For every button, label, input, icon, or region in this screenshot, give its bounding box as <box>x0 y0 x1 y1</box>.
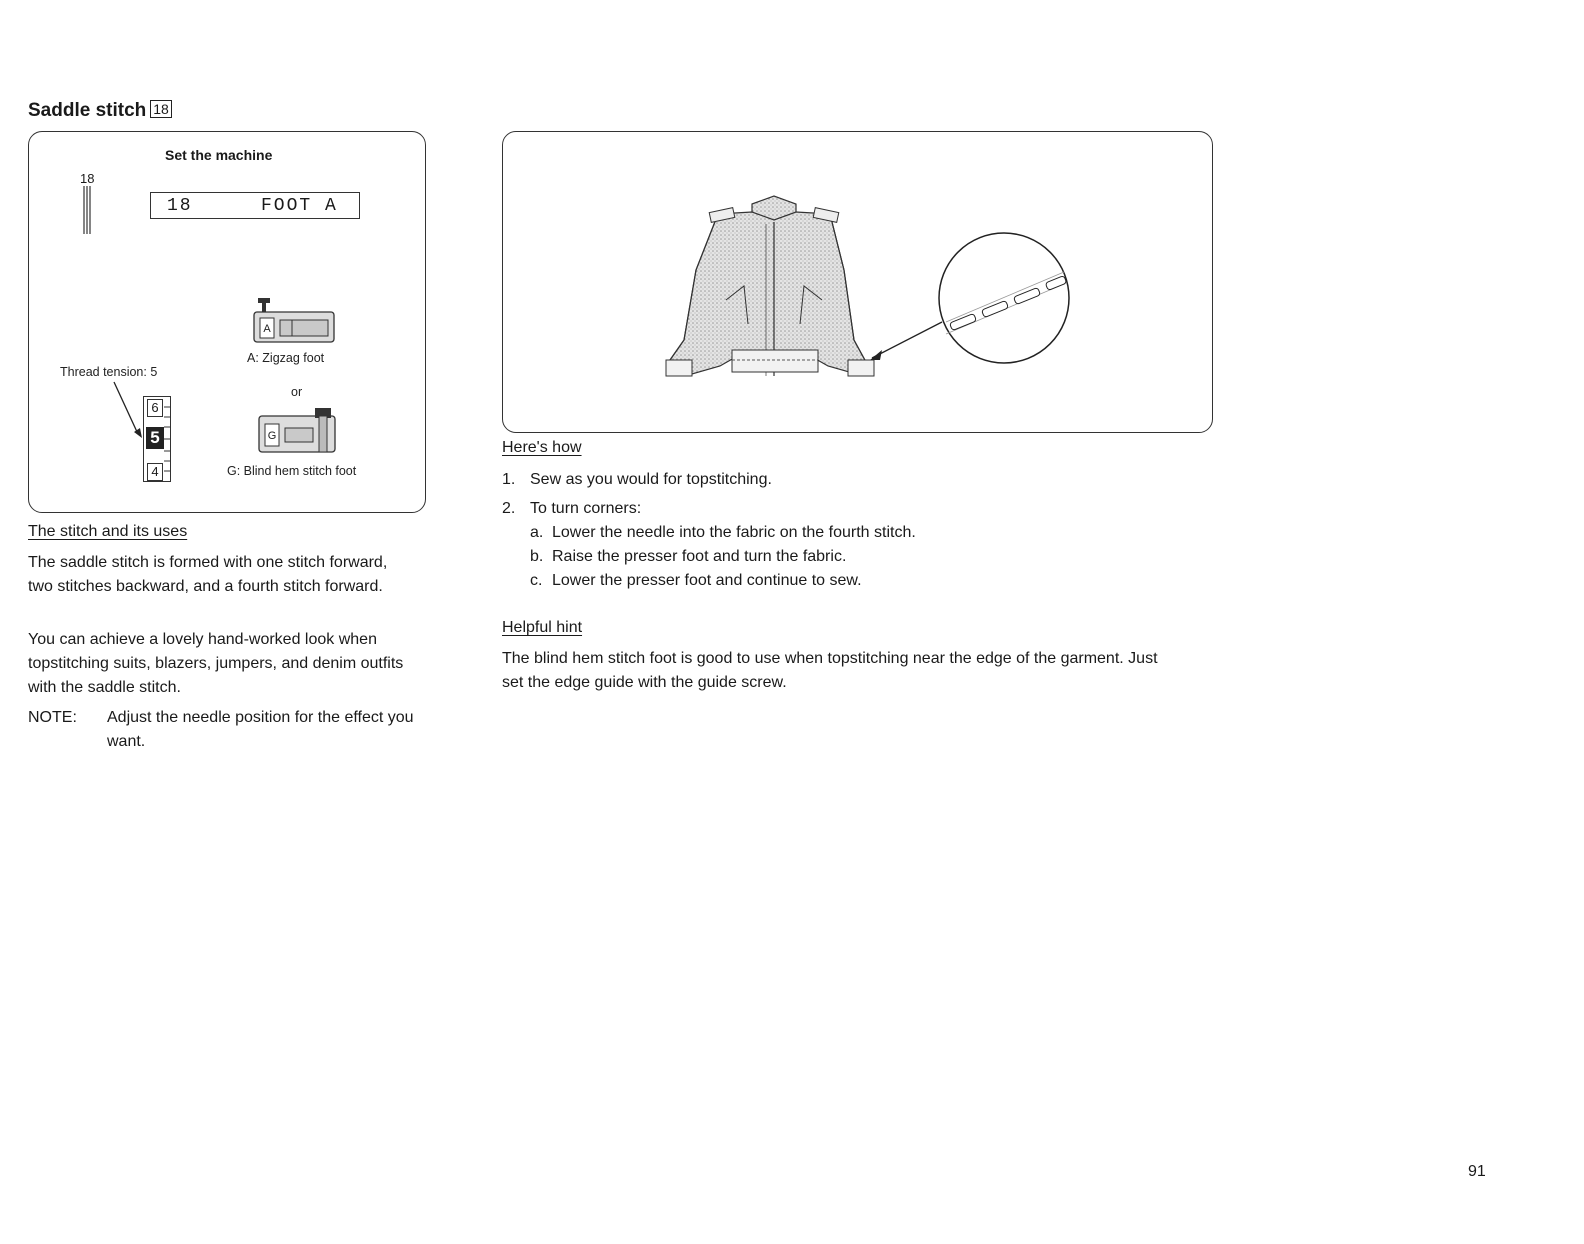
foot-a-label: A: Zigzag foot <box>247 351 325 365</box>
step-1-number: 1. <box>502 471 516 488</box>
heres-how-heading: Here's how <box>502 439 582 456</box>
tension-dial-upper: 6 <box>147 399 163 417</box>
helpful-hint-text: The blind hem stitch foot is good to use when topstitching near the edge of the garment. Just set the edge guide with the guide screw. <box>502 650 1158 691</box>
tension-dial-lower: 4 <box>147 463 163 481</box>
stitch-pattern-icon <box>82 186 94 236</box>
stitch-number-box: 18 <box>150 100 172 118</box>
thread-tension-label: Thread tension: 5 <box>60 365 158 379</box>
tension-dial-ticks <box>164 397 170 481</box>
helpful-hint-heading: Helpful hint <box>502 619 583 636</box>
page-title <box>28 100 172 122</box>
lcd-stitch-number: 18 <box>167 196 193 216</box>
tension-dial-selected: 5 <box>146 427 164 449</box>
stitch-uses-paragraph-2: You can achieve a lovely hand-worked look when topstitching suits, blazers, jumpers, and denim outfits with the saddle stitch. <box>28 631 404 696</box>
substep-b-text: Raise the presser foot and turn the fabric. <box>552 548 847 565</box>
substep-a-text: Lower the needle into the fabric on the fourth stitch. <box>552 524 916 541</box>
foot-a-icon-letter: A <box>263 323 271 335</box>
step-2-text: To turn corners: <box>530 500 642 517</box>
tension-dial[interactable] <box>143 396 171 482</box>
jacket-illustration <box>660 190 1080 390</box>
step-1-text: Sew as you would for topstitching. <box>530 471 772 488</box>
substep-b <box>530 545 846 569</box>
lcd-display <box>150 192 360 219</box>
title-text: Saddle stitch <box>28 100 147 121</box>
or-label: or <box>291 385 303 399</box>
foot-g-icon-letter: G <box>267 430 277 442</box>
stitch-uses-paragraph-1: The saddle stitch is formed with one stitch forward, two stitches backward, and a fourth stitch forward. <box>28 554 388 595</box>
substep-a-letter: a. <box>530 524 544 541</box>
stitch-pattern-number: 18 <box>80 171 95 186</box>
page-number: 91 <box>1468 1163 1486 1180</box>
substep-c <box>530 569 862 593</box>
note-text: Adjust the needle position for the effect you want. <box>107 709 414 750</box>
step-2 <box>502 497 641 521</box>
note-label: NOTE: <box>28 709 77 726</box>
blind-hem-foot-icon <box>257 406 339 456</box>
zigzag-foot-icon <box>252 296 338 346</box>
foot-g-label: G: Blind hem stitch foot <box>227 464 357 478</box>
set-machine-heading: Set the machine <box>165 147 273 163</box>
substep-c-letter: c. <box>530 572 543 589</box>
stitch-uses-heading: The stitch and its uses <box>28 523 188 540</box>
step-1 <box>502 468 772 492</box>
step-2-number: 2. <box>502 500 516 517</box>
substep-a <box>530 521 916 545</box>
lcd-foot-indicator: FOOT A <box>261 196 338 216</box>
substep-c-text: Lower the presser foot and continue to sew. <box>552 572 862 589</box>
substep-b-letter: b. <box>530 548 544 565</box>
